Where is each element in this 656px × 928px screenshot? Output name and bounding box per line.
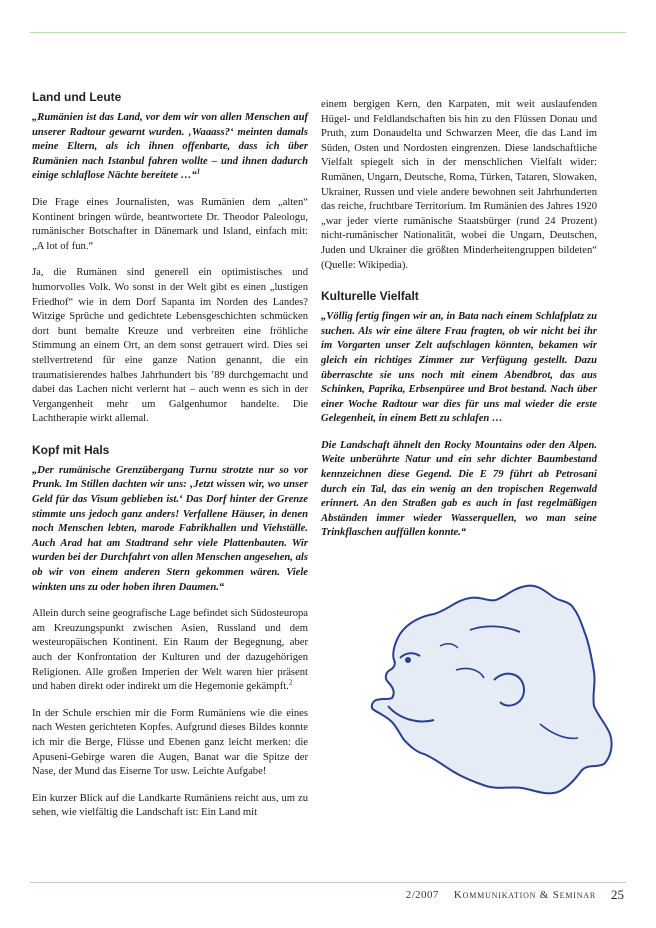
quote-text: „Rumänien ist das Land, vor dem wir von allen Menschen auf unserer Radtour gewarnt wurden. ‚Waaass?‘ meinten damals meine Eltern, als ich ihnen offenbarte, dass ich über Rumänien nach Istanbul fahren wollte – und ihnen dadurch einige schlaflose Nächte bereitete …“ [32,112,308,182]
map-drawing [330,574,620,814]
footnote-marker: 1 [196,167,201,176]
bottom-divider [30,882,626,883]
right-column [321,98,597,553]
body-paragraph [32,607,308,695]
body-paragraph: einem bergigen Kern, den Karpaten, mit weit auslaufenden Hügel- und Feldlandschaften bis hin zu den Flüssen Donau und Pruth, zum Donaudelta und Schwarzen Meer, die das Land im Süden, Osten und Nordosten eingrenzen. Diese landschaftliche Vielfalt spiegelt sich in der menschlichen Vielfalt wider: Rumänen, Ungarn, Deutsche, Roma, Türken, Tataren, Slowaken, Ukrainer, Russen und viele andere bewohnen seit Jahrhunderten das reiche, fruchtbare Territorium. Im Rumänien des Jahres 1920 „war jeder vierte rumänische Staatsbürger (rund 24 Prozent) nicht-rumänischer Nationalität, wobei die Ungarn, Deutschen, Juden und Ukrainer die größten Minderheitengruppen bildeten“ (Quelle: Wikipedia). [321,99,597,271]
body-paragraph: In der Schule erschien mir die Form Rumäniens wie die eines nach Westen gerichteten Kopfes. Aufgrund dieses Bildes konnte ich mir die Berge, Flüsse und Ebenen ganz leicht merken: die Apuseni-Gebirge waren die Augen, Banat war die Spitze der Nase, der Mund das Eiserne Tor usw. Leichte Aufgabe! [32,707,308,778]
section-heading-kopf-mit-hals: Kopf mit Hals [32,442,110,457]
quote-block: „Der rumänische Grenzübergang Turnu strotzte nur so vor Prunk. Im Stillen dachten wir uns: ‚Jetzt wissen wir, wo unser Geld für das Visum geblieben ist.‘ Das Dorf hinter der Grenze stimmte uns jedoch ganz anders! Verfallene Häuser, in denen noch Menschen lebten, marode Fabrikhallen und Viehställe. Auch Arad hat am Stadtrand sehr viele Plattenbauten. Wir wurden bei der Durchfahrt von allen Menschen angesehen, als ob wir von einem anderen Stern gekommen wären. Viele winkten uns zu oder hoben ihren Daumen.“ [32,464,308,593]
section-heading-land-und-leute: Land und Leute [32,90,122,104]
quote-block: „Völlig fertig fingen wir an, in Bata nach einem Schlafplatz zu suchen. Als wir eine ältere Frau fragten, ob wir nicht bei ihr im Vorgarten unser Zelt aufschlagen könnten, bekamen wir gleich ein richtiges Zimmer zur Verfügung gestellt. Dazu überraschte sie uns noch mit einem Abendbrot, das aus Schinken, Paprika, Erbsenpüree und Brot bestand. Nach über einer Woche Radtour war dies für uns mal wieder die erste Gelegenheit, in einem Bett zu schlafen … [321,311,597,425]
page-number: 25 [611,887,624,902]
eye-pupil [405,657,411,663]
body-text: Allein durch seine geografische Lage befindet sich Südosteuropa am Kreuzungspunkt zwischen Asien, Russland und dem westeuropäischen Kontinent. Ein Raum der Begegnung, aber auch der Konfrontation der Kulturen und der dazugehörigen Religionen. Alle großen Imperien der Welt waren hier präsent und haben direkt oder indirekt um die Hegemonie gekämpft. [32,608,308,693]
issue-number: 2/2007 [405,889,439,901]
section-heading-kulturelle-vielfalt: Kulturelle Vielfalt [321,289,419,304]
romania-map-head-drawing-icon [330,574,620,814]
body-paragraph: Ja, die Rumänen sind generell ein optimistisches und humorvolles Volk. Wo sonst in der Welt gibt es einen „lustigen Friedhof“ wie in dem Dorf Sapanta im Norden des Landes? Witzige Sprüche und gedichtete Lebensgeschichten schmücken dort bunt bemalte Kreuze und verbreiten eine fröhliche Stimmung an einem Ort, an dem sonst getrauert wird. Dies sei stellvertretend für eine ganze Nation genannt, die ein traumatisierendes halbes Jahrhundert bis ’89 durchgemacht und dabei das Lachen nicht verlernt hat – auch wenn es sich in der Vergangenheit mehr um Galgenhumor handelte. Die Lachtherapie wirkt allemal. [32,267,308,425]
top-divider [30,32,626,33]
quote-block: Die Landschaft ähnelt den Rocky Mountains oder den Alpen. Weite unberührte Natur und ein sehr dichter Baumbestand kennzeichnen diese Gegend. Die E 79 führt ab Petrosani durch ein Tal, das ein wenig an den tropischen Regenwald erinnert. An den Straßen gab es auch in fast regelmäßigen Abständen immer wieder Wasserquellen, wo man seine Trinkflaschen auffüllen konnte.“ [321,439,597,539]
magazine-title: Kommunikation & Seminar [453,889,596,901]
body-paragraph: Ein kurzer Blick auf die Landkarte Rumäniens reicht aus, um zu sehen, wie vielfältig die Landschaft ist: Ein Land mit [32,792,308,819]
map-outline [372,586,612,794]
footnote-marker: 2 [288,678,293,687]
running-footer [406,889,596,901]
left-column [32,90,308,833]
quote-block [32,111,308,184]
body-paragraph: Die Frage eines Journalisten, was Rumänien dem „alten“ Kontinent bringen würde, beantwortete Dr. Theodor Paleologu, rumänischer Botschafter in Dänemark und Island, einfach mit: „A lot of fun.“ [32,196,308,252]
